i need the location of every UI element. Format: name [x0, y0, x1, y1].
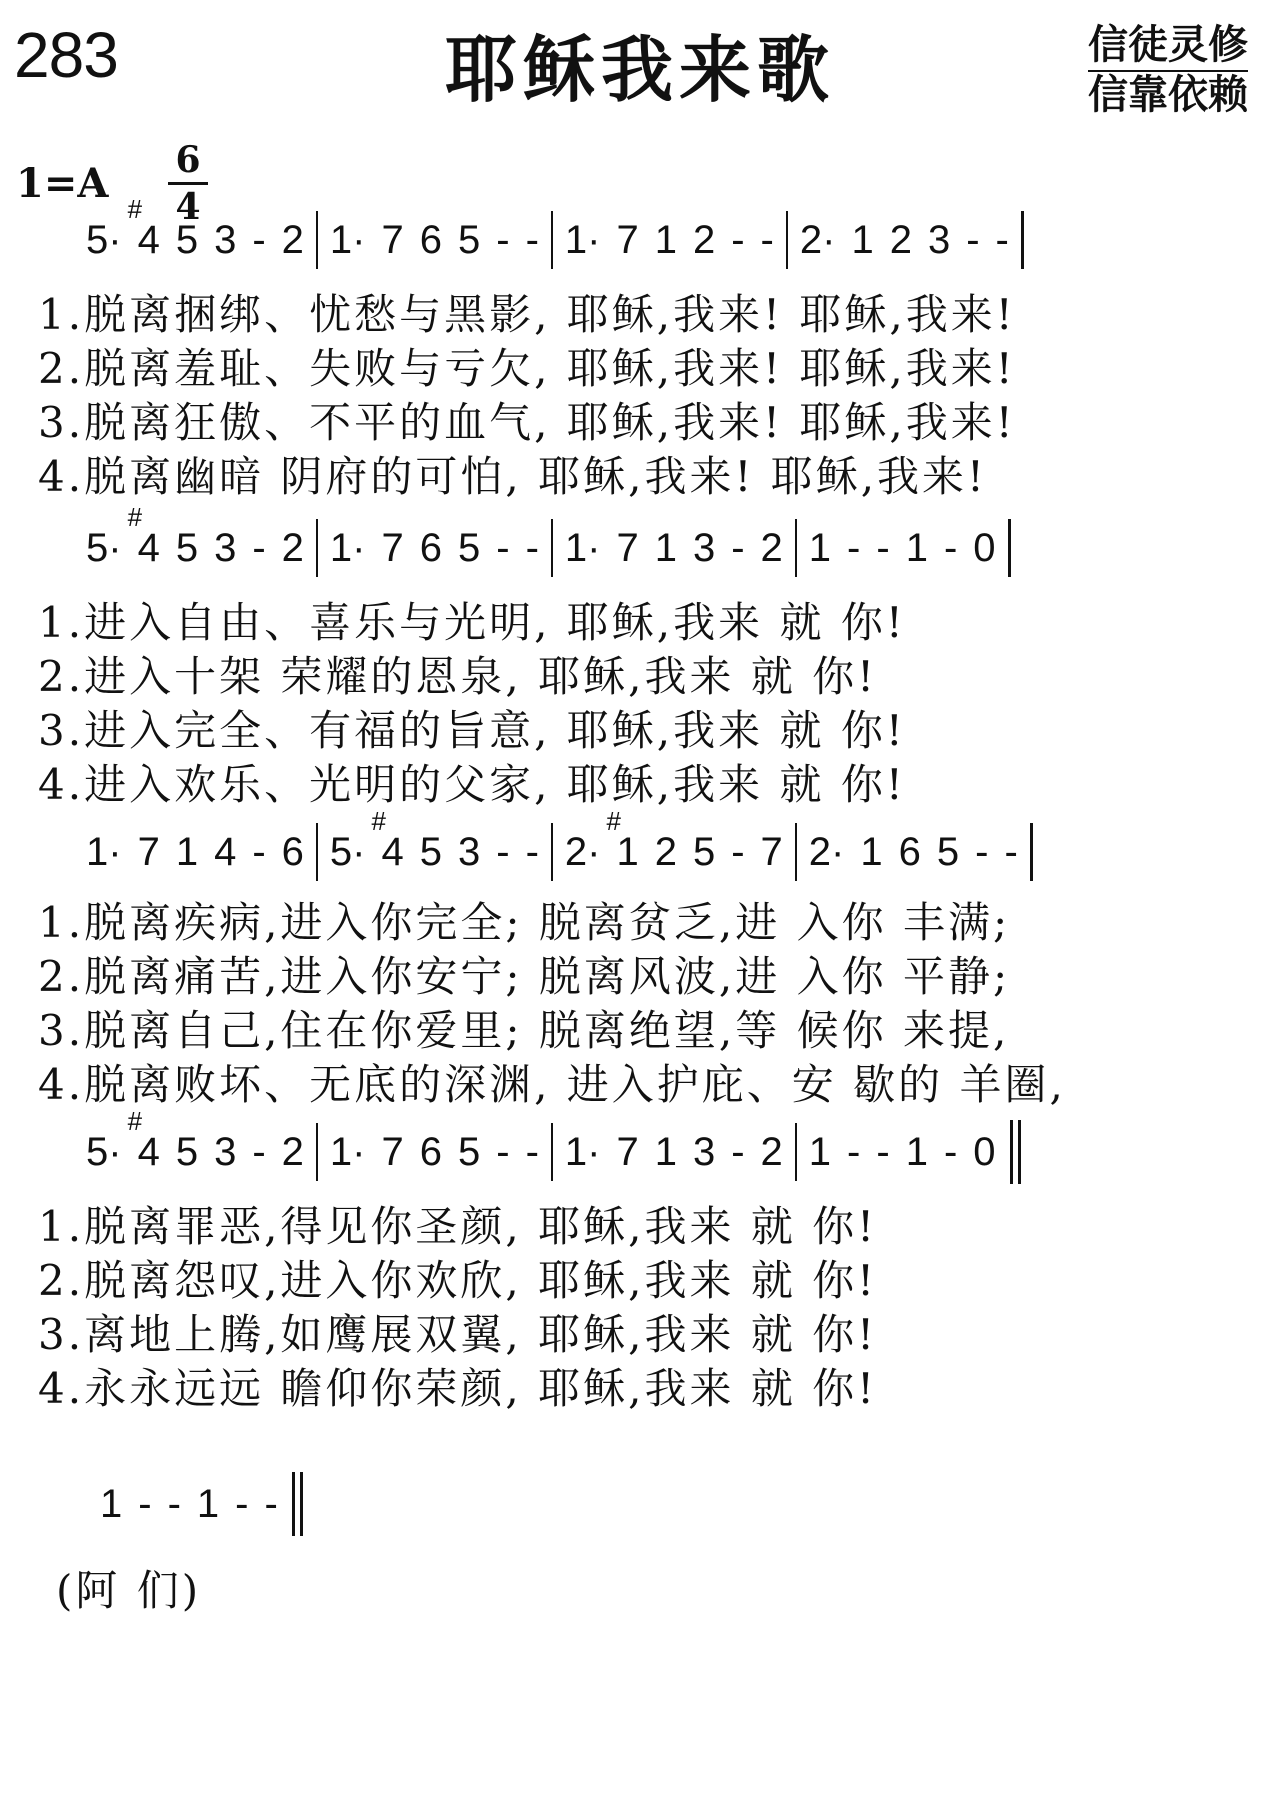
music-note: 0	[973, 525, 996, 570]
music-note: 3	[214, 525, 237, 570]
music-note: -	[876, 1129, 890, 1174]
category-primary: 信徒灵修	[1088, 22, 1248, 72]
lyric-line: 3.脱离狂傲、不平的血气, 耶稣,我来! 耶稣,我来!	[38, 398, 1016, 447]
lyric-line: 1.脱离捆绑、忧愁与黑影, 耶稣,我来! 耶稣,我来!	[38, 290, 1016, 339]
lyric-line: 2.脱离羞耻、失败与亏欠, 耶稣,我来! 耶稣,我来!	[38, 344, 1016, 393]
music-note: 3	[214, 1129, 237, 1174]
measure	[805, 830, 1022, 875]
music-note: # 4	[138, 526, 160, 571]
music-note: -	[760, 217, 774, 262]
music-note: -	[847, 1129, 861, 1174]
music-note: 5·	[86, 525, 122, 570]
music-note: 5·	[86, 217, 122, 262]
music-note: -	[525, 217, 539, 262]
music-note: 2	[654, 829, 677, 874]
lyric-line: 2.脱离痛苦,进入你安宁; 脱离风波,进 入你 平静;	[38, 952, 1011, 1001]
lyric-line: 3.离地上腾,如鹰展双翼, 耶稣,我来 就 你!	[38, 1310, 878, 1359]
music-note: -	[252, 525, 266, 570]
bar-line	[551, 823, 553, 881]
music-note: -	[167, 1481, 181, 1526]
music-note: 5·	[329, 829, 366, 874]
music-note: # 4	[381, 830, 403, 875]
music-note: # 4	[138, 1130, 160, 1175]
music-note: 1	[654, 525, 677, 570]
music-note: 2	[281, 525, 304, 570]
bar-line	[316, 519, 318, 577]
music-note: # 4	[138, 218, 160, 263]
music-note: 1·	[564, 217, 601, 262]
music-system-1	[82, 210, 1032, 270]
bar-line	[551, 211, 553, 269]
music-note: 5	[175, 525, 199, 570]
music-note: -	[525, 525, 539, 570]
measure	[82, 218, 308, 263]
music-note: -	[525, 1129, 539, 1174]
key-signature: 1=A	[16, 160, 109, 207]
music-note: 0	[973, 1129, 996, 1174]
final-bar-line	[292, 1472, 295, 1536]
coda-lyric: (阿 们)	[56, 1566, 202, 1615]
bar-line	[795, 823, 797, 881]
lyric-block-3	[38, 896, 1066, 1112]
music-note: -	[943, 1129, 958, 1174]
final-bar-line	[1010, 1120, 1013, 1184]
music-note: 6	[419, 1129, 442, 1174]
music-note: -	[966, 217, 980, 262]
measure	[561, 1130, 787, 1175]
measure	[96, 1482, 282, 1527]
category-secondary: 信靠依赖	[1088, 72, 1248, 118]
lyric-line: 4.永永远远 瞻仰你荣颜, 耶稣,我来 就 你!	[38, 1364, 878, 1413]
music-note: 7	[137, 829, 160, 874]
bar-line	[1008, 519, 1011, 577]
music-note: 1·	[329, 525, 366, 570]
bar-line	[316, 211, 318, 269]
music-note: 4	[214, 829, 237, 874]
lyric-block-2	[38, 596, 906, 812]
music-note: 6	[898, 829, 921, 874]
music-note: -	[496, 829, 510, 874]
music-note: 7	[616, 217, 639, 262]
music-note: 5	[936, 829, 960, 874]
music-note: -	[731, 1129, 745, 1174]
music-note: 3	[927, 217, 951, 262]
music-note: 5	[457, 217, 481, 262]
music-note: # 1	[616, 830, 638, 875]
music-note: 1·	[86, 829, 122, 874]
lyric-line: 3.进入完全、有福的旨意, 耶稣,我来 就 你!	[38, 706, 906, 755]
lyric-block-4	[38, 1200, 877, 1416]
music-note: 1·	[564, 525, 601, 570]
lyric-line: 1.进入自由、喜乐与光明, 耶稣,我来 就 你!	[38, 598, 906, 647]
music-note: 3	[457, 829, 481, 874]
music-note: -	[876, 525, 890, 570]
music-note: 6	[419, 525, 442, 570]
lyric-line: 4.进入欢乐、光明的父家, 耶稣,我来 就 你!	[38, 760, 906, 809]
music-note: 1	[654, 217, 677, 262]
measure	[326, 1130, 543, 1175]
bar-line	[795, 1123, 797, 1181]
music-note: -	[525, 829, 539, 874]
measure	[796, 218, 1013, 263]
time-signature-bottom: 4	[175, 186, 201, 228]
music-note: 3	[692, 525, 716, 570]
music-note: -	[496, 525, 510, 570]
music-note: 1	[808, 1129, 832, 1174]
measure	[561, 526, 787, 571]
music-note: 1	[654, 1129, 677, 1174]
measure	[805, 526, 1000, 571]
music-note: 5	[457, 1129, 481, 1174]
music-note: 1	[175, 829, 199, 874]
notation-line	[82, 1122, 1013, 1182]
music-note: 5	[457, 525, 481, 570]
bar-line	[786, 211, 788, 269]
bar-line	[1021, 211, 1024, 269]
measure	[805, 1130, 1000, 1175]
music-note: 1·	[564, 1129, 601, 1174]
music-note: 7	[381, 525, 404, 570]
music-note: 2	[760, 1129, 783, 1174]
music-note: 3	[214, 217, 237, 262]
music-note: -	[235, 1481, 249, 1526]
measure	[561, 830, 787, 875]
hymn-title: 耶稣我来歌	[444, 27, 835, 112]
time-signature-top: 6	[168, 138, 208, 185]
music-note: 2	[692, 217, 716, 262]
music-note: 2·	[799, 217, 836, 262]
music-note: 1	[905, 1129, 928, 1174]
measure	[82, 830, 308, 875]
notation-line	[82, 518, 1019, 578]
music-note: 3	[692, 1129, 716, 1174]
measure	[326, 830, 543, 875]
music-note: 1	[851, 217, 874, 262]
lyric-line: 1.脱离疾病,进入你完全; 脱离贫乏,进 入你 丰满;	[38, 898, 1011, 947]
lyric-line: 3.脱离自己,住在你爱里; 脱离绝望,等 候你 来提,	[38, 1006, 1010, 1055]
music-note: -	[1004, 829, 1018, 874]
music-note: 7	[760, 829, 783, 874]
music-note: -	[252, 829, 266, 874]
bar-line	[316, 1123, 318, 1181]
music-note: -	[731, 829, 745, 874]
coda-system	[96, 1474, 295, 1534]
bar-line	[795, 519, 797, 577]
notation-line	[82, 822, 1041, 882]
music-note: -	[252, 1129, 266, 1174]
music-note: 2·	[564, 829, 601, 874]
music-note: 2	[889, 217, 912, 262]
music-note: -	[975, 829, 989, 874]
music-note: 1	[100, 1481, 123, 1526]
lyric-block-1	[38, 288, 1016, 504]
notation-line	[82, 210, 1032, 270]
music-note: -	[995, 217, 1009, 262]
music-note: -	[252, 217, 266, 262]
measure	[82, 1130, 308, 1175]
music-note: 5	[692, 829, 716, 874]
hymn-categories	[1088, 22, 1248, 118]
lyric-line: 1.脱离罪恶,得见你圣颜, 耶稣,我来 就 你!	[38, 1202, 878, 1251]
music-note: 1	[860, 829, 883, 874]
music-note: -	[264, 1481, 278, 1526]
music-note: 2	[760, 525, 783, 570]
measure	[326, 218, 543, 263]
music-note: 2	[281, 1129, 304, 1174]
music-note: 2	[281, 217, 304, 262]
music-note: 1	[905, 525, 928, 570]
music-note: 7	[381, 217, 404, 262]
music-note: 1·	[329, 217, 366, 262]
measure	[82, 526, 308, 571]
music-system-2	[82, 518, 1019, 578]
music-note: -	[731, 525, 745, 570]
measure	[561, 218, 778, 263]
music-note: -	[496, 1129, 510, 1174]
music-note: 5	[419, 829, 442, 874]
music-note: 1	[196, 1481, 220, 1526]
bar-line	[1030, 823, 1033, 881]
music-note: -	[847, 525, 861, 570]
bar-line	[316, 823, 318, 881]
hymn-number: 283	[14, 19, 118, 91]
music-system-3	[82, 822, 1041, 882]
music-note: -	[731, 217, 745, 262]
music-note: 1·	[329, 1129, 366, 1174]
music-note: -	[138, 1481, 152, 1526]
music-note: 1	[808, 525, 832, 570]
music-note: 7	[616, 1129, 639, 1174]
lyric-line: 2.脱离怨叹,进入你欢欣, 耶稣,我来 就 你!	[38, 1256, 878, 1305]
lyric-line: 4.脱离幽暗 阴府的可怕, 耶稣,我来! 耶稣,我来!	[38, 452, 987, 501]
lyric-line: 4.脱离败坏、无底的深渊, 进入护庇、安 歇的 羊圈,	[38, 1060, 1066, 1109]
music-note: 5	[175, 217, 199, 262]
music-note: 7	[616, 525, 639, 570]
music-note: -	[943, 525, 958, 570]
music-note: 6	[281, 829, 304, 874]
bar-line	[551, 519, 553, 577]
music-note: -	[496, 217, 510, 262]
lyric-line: 2.进入十架 荣耀的恩泉, 耶稣,我来 就 你!	[38, 652, 878, 701]
measure	[326, 526, 543, 571]
music-note: 5	[175, 1129, 199, 1174]
music-note: 2·	[808, 829, 845, 874]
music-note: 5·	[86, 1129, 122, 1174]
bar-line	[551, 1123, 553, 1181]
music-note: 6	[419, 217, 442, 262]
music-system-4	[82, 1122, 1013, 1182]
music-note: 7	[381, 1129, 404, 1174]
coda-notation	[96, 1474, 295, 1534]
